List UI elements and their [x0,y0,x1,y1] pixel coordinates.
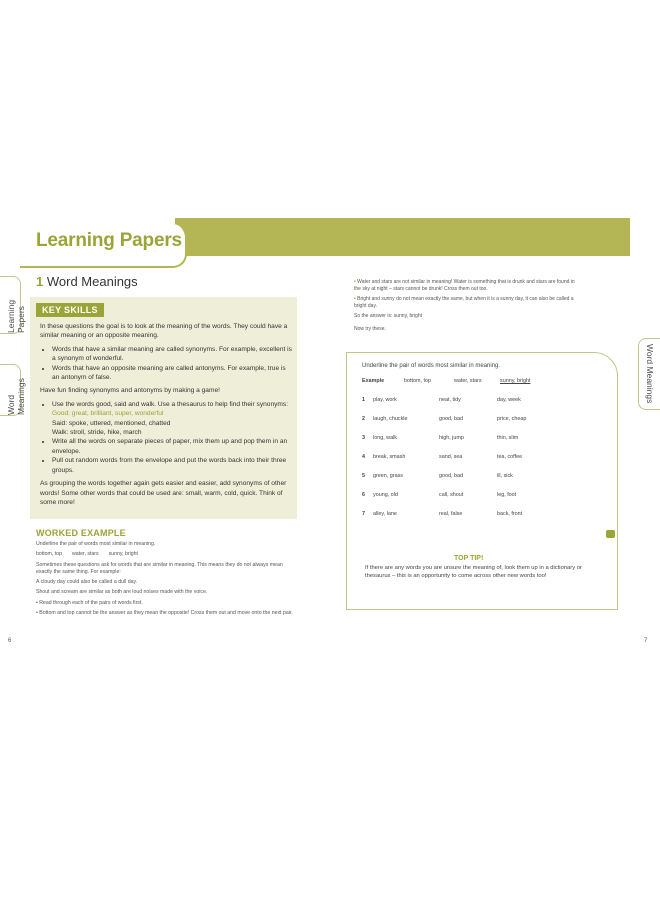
question-row [362,435,612,445]
list-item [52,400,292,438]
worked-example-title: WORKED EXAMPLE [36,528,126,538]
side-tab-word-meanings-right[interactable] [638,338,660,410]
answer-badge [606,530,615,538]
question-number: 6 [362,492,365,498]
we-p1: Sometimes these questions ask for words that are similar in meaning. This means they do not always mean exactly the same thing. For example: [36,561,283,575]
list-item: • Words that have a similar meaning are called synonyms. For example, excellent is a synonym of wonderful. [52,345,292,364]
side-tab-learning-papers[interactable] [0,276,26,334]
question-number: 3 [362,435,365,441]
we-b2: • Bottom and top cannot be the answer as they mean the opposite! Cross them out and move onto the next pair. [36,610,293,617]
question-number: 7 [362,511,365,517]
example-option-a: bottom, top [404,378,431,384]
question-option-c[interactable]: ill, sick [497,473,513,479]
side-tab-word-meanings-left[interactable] [0,364,26,416]
question-option-b[interactable]: real, false [439,511,463,517]
note-answer: So the answer is: sunny, bright [354,313,422,319]
synonyms-good: Good: great, brilliant, super, wonderful [52,410,164,418]
question-number: 2 [362,416,365,422]
question-row [362,492,612,502]
top-tip-text: If there are any words you are unsure the meaning of, look them up in a dictionary or thesaurus – this is an opportunity to come across other new words too! [365,565,582,579]
key-skills-content [40,322,292,511]
page-number-right: 7 [644,638,648,644]
side-tab-label: Word Meanings [645,344,655,404]
example-row [362,378,612,388]
example-option-b: water, stars [454,378,482,384]
questions-heading: Underline the pair of words most similar in meaning. [362,363,501,369]
question-row [362,416,612,426]
side-tab-label: Word Meanings [6,378,26,415]
question-option-c[interactable]: price, cheap [497,416,527,422]
question-option-c[interactable]: thin, slim [497,435,519,441]
we-b1: • Read through each of the pairs of words first. [36,599,143,606]
question-option-a[interactable]: play, work [373,397,397,403]
list-item: • Write all the words on separate pieces of paper, mix them up and pop them in an envelope. [52,437,292,456]
we-p3: Shout and scream are similar as both are loud noises made with the voice. [36,589,208,596]
synonyms-walk: Walk: stroll, stride, hike, march [52,429,142,437]
question-row [362,454,612,464]
list-item: • Pull out random words from the envelope and put the words back into their three groups. [52,456,292,475]
question-row [362,511,612,521]
question-option-c[interactable]: tea, coffee [497,454,523,460]
worked-example-content [36,541,296,620]
list-item: • Words that have an opposite meaning are called antonyms. For example, true is an antonym of false. [52,364,292,383]
question-option-b[interactable]: good, bad [439,473,463,479]
section-title: Word Meanings [46,274,138,289]
header-banner [175,218,630,256]
note-b1: • Water and stars are not similar in meaning! Water is something that is drunk and stars are found in the sky at night – stars cannot be drunk! Cross them out too. [354,279,575,292]
synonyms-said: Said: spoke, uttered, mentioned, chatted [52,419,171,427]
question-number: 5 [362,473,365,479]
page-number-left: 6 [8,638,12,644]
question-option-b[interactable]: high, jump [439,435,464,441]
key-skills-intro: In these questions the goal is to look at the meaning of the words. They could have a similar meaning or an opposite meaning. [40,323,288,340]
we-p2: A cloudy day could also be called a dull day. [36,579,138,586]
question-option-c[interactable]: day, week [497,397,521,403]
note-b2: • Bright and sunny do not mean exactly the same, but when it is a sunny day, it can also be called a bright day. [354,296,574,309]
question-option-a[interactable]: long, walk [373,435,397,441]
question-option-a[interactable]: break, smash [373,454,406,460]
top-tip-title: TOP TIP! [454,555,484,562]
we-options: bottom, top water, stars sunny, bright [36,551,138,558]
question-option-c[interactable]: leg, foot [497,492,517,498]
example-option-c: sunny, bright [500,378,531,384]
question-option-b[interactable]: call, shout [439,492,464,498]
question-option-a[interactable]: laugh, chuckle [373,416,408,422]
key-skills-label: KEY SKILLS [36,303,104,317]
side-tab-label: Learning Papers [6,299,26,333]
question-option-b[interactable]: sand, sea [439,454,463,460]
key-skills-list-2 [40,400,292,475]
example-label: Example [362,378,385,384]
question-option-c[interactable]: back, front [497,511,523,517]
question-row [362,397,612,407]
note-try: Now try these. [354,326,386,332]
question-row [362,473,612,483]
bullet-text: Use the words good, said and walk. Use a thesaurus to help find their synonyms: [52,400,289,408]
key-skills-fun: Have fun finding synonyms and antonyms by making a game! [40,387,220,395]
question-number: 1 [362,397,365,403]
question-option-b[interactable]: good, bad [439,416,463,422]
key-skills-list-1 [40,345,292,383]
we-instruction: Underline the pair of words most similar in meaning. [36,541,156,547]
right-column-notes [354,279,580,336]
question-option-b[interactable]: neat, tidy [439,397,461,403]
question-number: 4 [362,454,365,460]
page-title: Learning Papers [36,230,182,251]
question-option-a[interactable]: green, grass [373,473,403,479]
section-number: 1 [36,274,44,289]
question-option-a[interactable]: alley, lane [373,511,397,517]
section-heading [36,274,138,289]
question-option-a[interactable]: young, old [373,492,398,498]
key-skills-closing: As grouping the words together again gets easier and easier, add synonyms of other words! Some other words that could be used are: small, warm, cold, quick. Think of some more! [40,480,287,506]
